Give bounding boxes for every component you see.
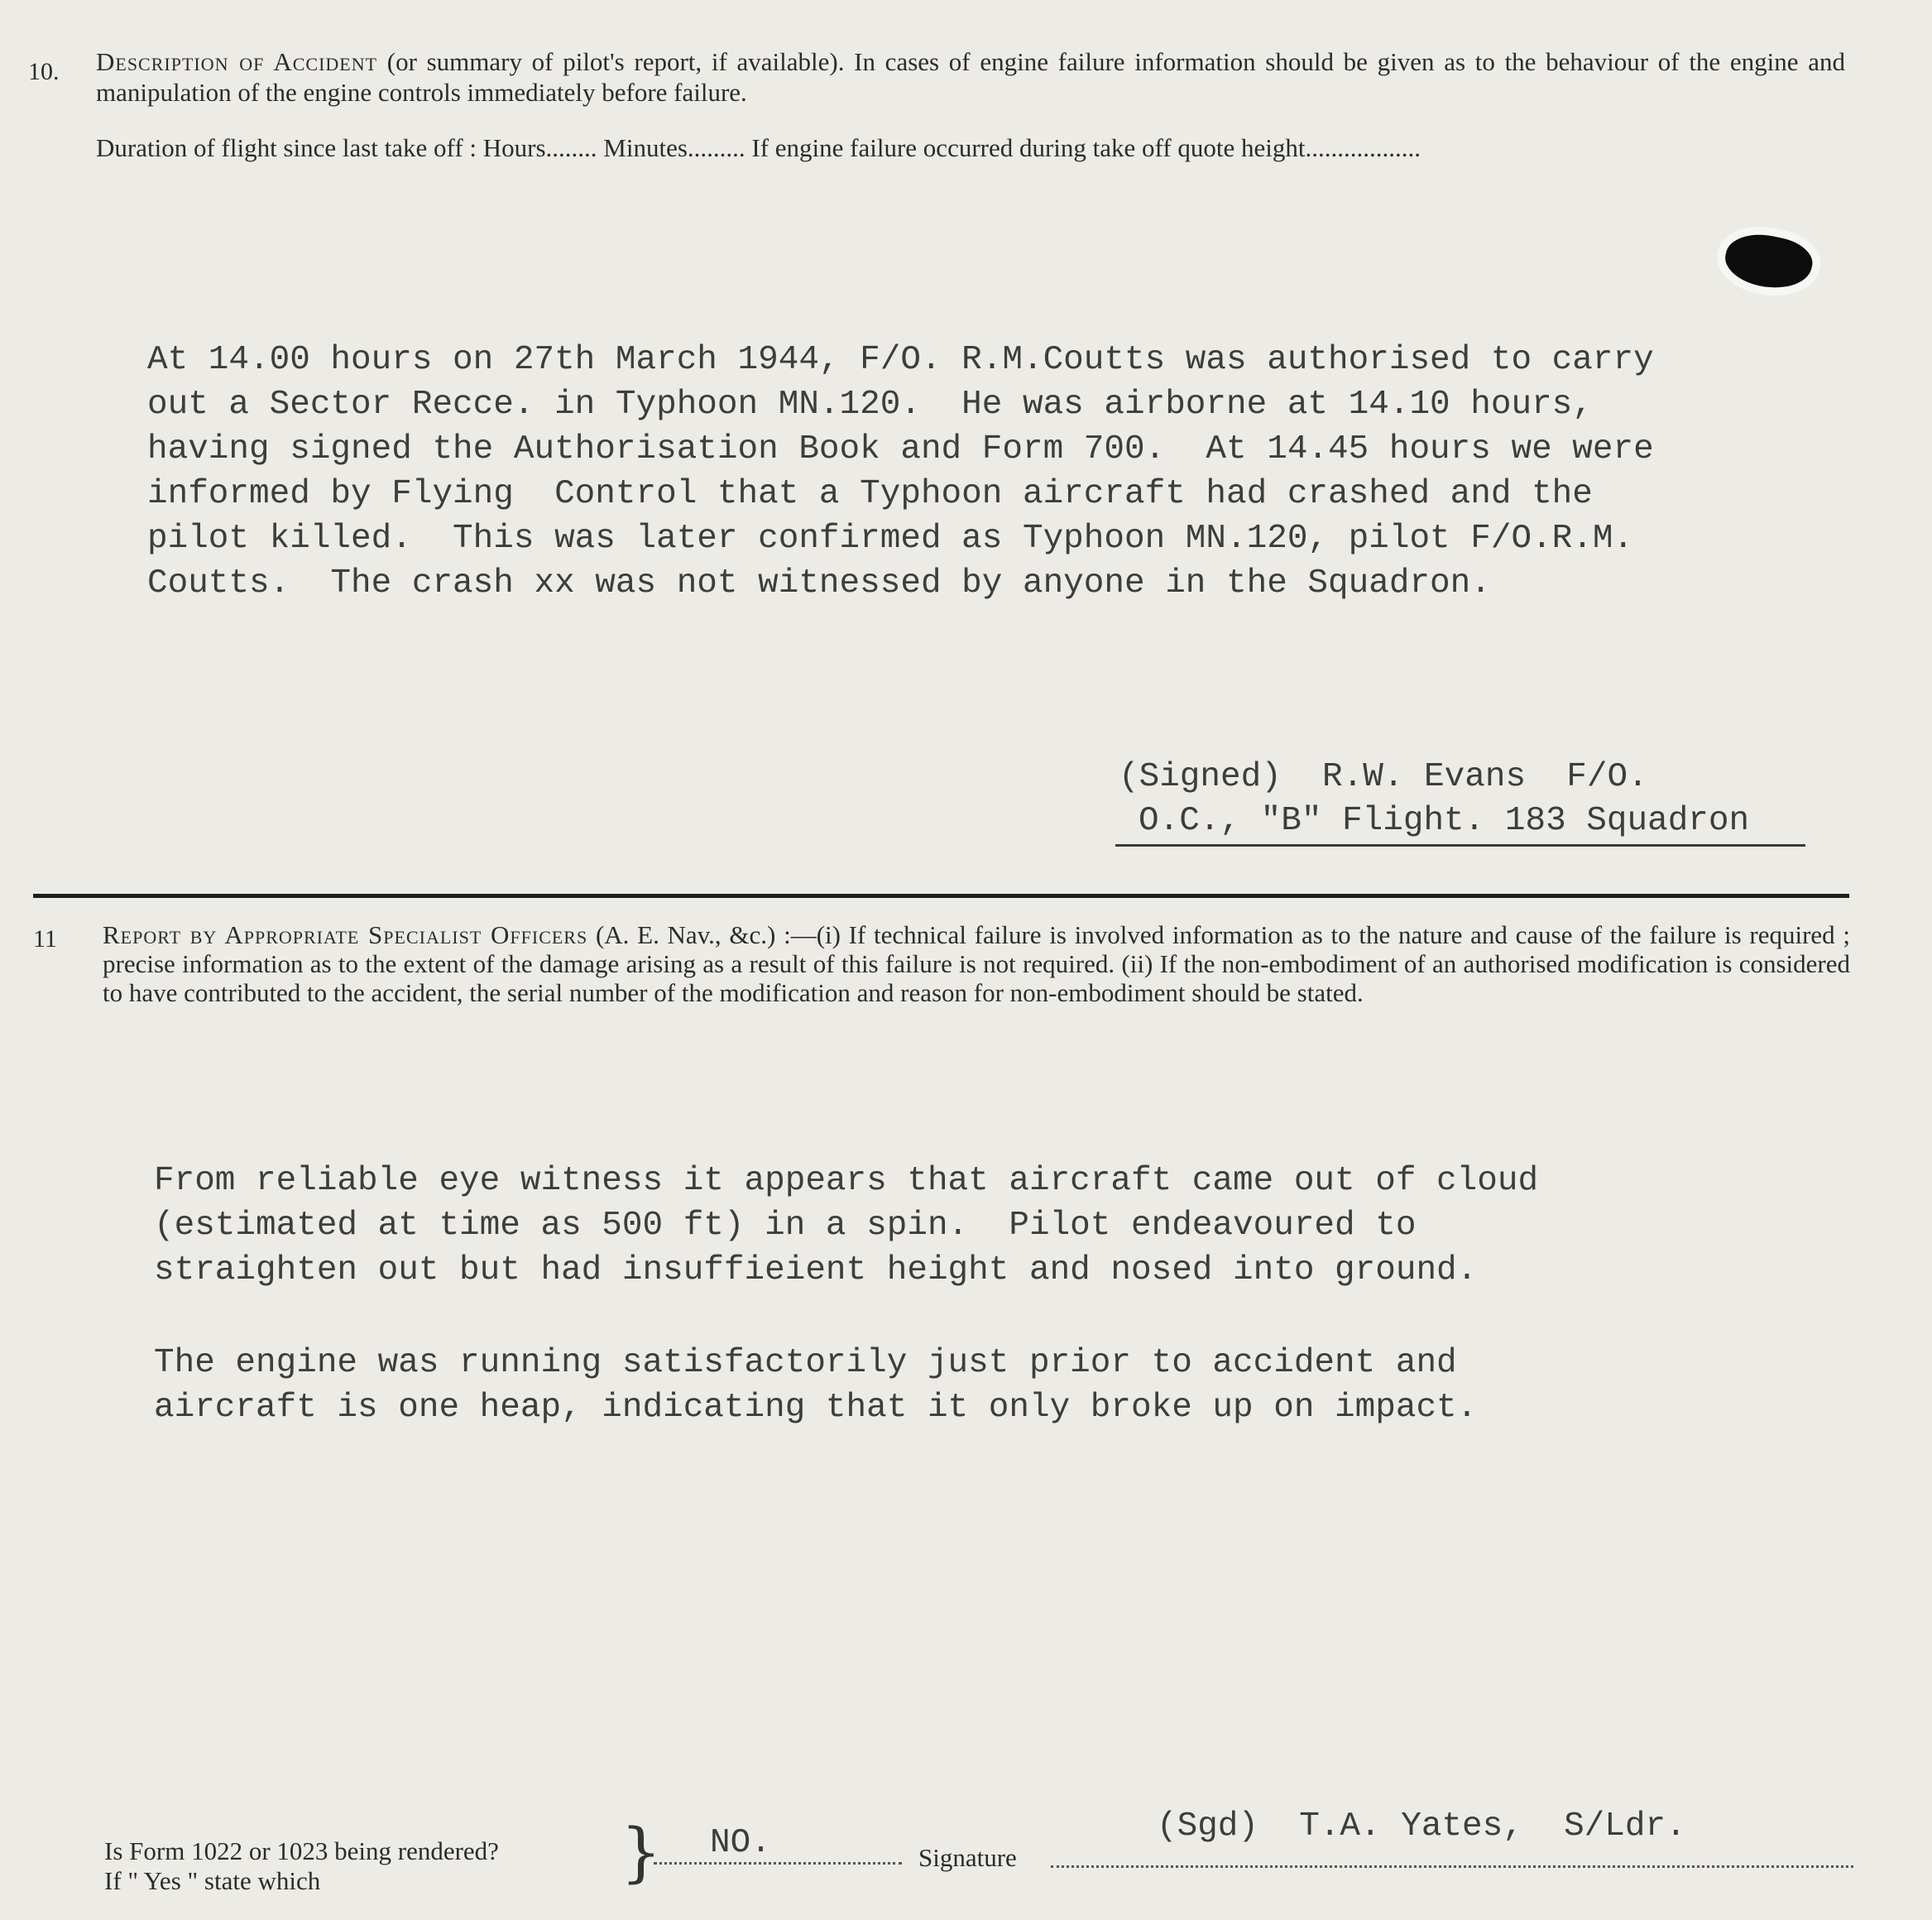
section-divider (33, 894, 1849, 898)
duration-line: Duration of flight since last take off : Hours........ Minutes......... If engine failure occurred during take off quote height.................. (96, 133, 1421, 162)
typed-line: having signed the Authorisation Book and Form 700. At 14.45 hours we were (147, 430, 1654, 468)
form-answer: NO. (710, 1824, 771, 1862)
section-11-intro: (A. E. Nav., &c.) :—(i) If technical failure is involved information as to the nature and cause of the failure is required ; precise information as to the extent of the damage arising as a result of this failure is not required. (ii) If the non-embodiment of an authorised modification is considered to have contributed to the accident, the serial number of the modification and reason for non-embodiment should be stated. (103, 920, 1850, 1007)
signature-value: (Sgd) T.A. Yates, S/Ldr. (1157, 1807, 1686, 1846)
typed-line: informed by Flying Control that a Typhoon aircraft had crashed and the (147, 475, 1593, 513)
section-11-heading: Report by Appropriate Specialist Officers (103, 920, 588, 949)
signature-dotted-line (1051, 1865, 1853, 1868)
typed-line: pilot killed. This was later confirmed as Typhoon MN.120, pilot F/O.R.M. (147, 520, 1634, 558)
brace-symbol: } (621, 1816, 662, 1890)
answer-dotted-line (654, 1862, 902, 1865)
section-10-heading: Description of Accident (96, 47, 378, 76)
typed-line: aircraft is one heap, indicating that it only broke up on impact. (154, 1389, 1478, 1427)
section-11-instructions (103, 920, 1850, 1007)
signature-label: Signature (918, 1843, 1017, 1872)
punch-hole (1721, 228, 1817, 295)
typed-line: (estimated at time as 500 ft) in a spin. Pilot endeavoured to (154, 1207, 1417, 1245)
flight-commander-line: O.C., "B" Flight. 183 Squadron (1139, 802, 1750, 840)
section-10-number: 10. (28, 58, 60, 85)
section-11-number: 11 (33, 925, 57, 953)
typed-line: straighten out but had insuffieient height and nosed into ground. (154, 1251, 1478, 1289)
section-10-typed-text (147, 338, 1654, 606)
signed-line: (Signed) R.W. Evans F/O. (1119, 758, 1648, 796)
section-11-typed-text-1 (154, 1159, 1538, 1293)
form-question-line-2: If " Yes " state which (104, 1866, 321, 1895)
section-11-typed-text-2 (154, 1341, 1477, 1430)
signature-underline (1115, 844, 1805, 847)
typed-line: The engine was running satisfactorily just prior to accident and (154, 1344, 1457, 1382)
section-10-intro: (or summary of pilot's report, if available). In cases of engine failure information should be given as to the behaviour of the engine and manipulation of the engine controls immediately before failure. (96, 47, 1845, 107)
typed-line: From reliable eye witness it appears that aircraft came out of cloud (154, 1162, 1539, 1200)
typed-line: Coutts. The crash xx was not witnessed by anyone in the Squadron. (147, 564, 1491, 602)
typed-line: At 14.00 hours on 27th March 1944, F/O. R.M.Coutts was authorised to carry (147, 341, 1654, 379)
section-10-instructions (96, 46, 1845, 108)
form-question-line-1: Is Form 1022 or 1023 being rendered? (104, 1836, 499, 1865)
typed-line: out a Sector Recce. in Typhoon MN.120. He was airborne at 14.10 hours, (147, 386, 1593, 424)
